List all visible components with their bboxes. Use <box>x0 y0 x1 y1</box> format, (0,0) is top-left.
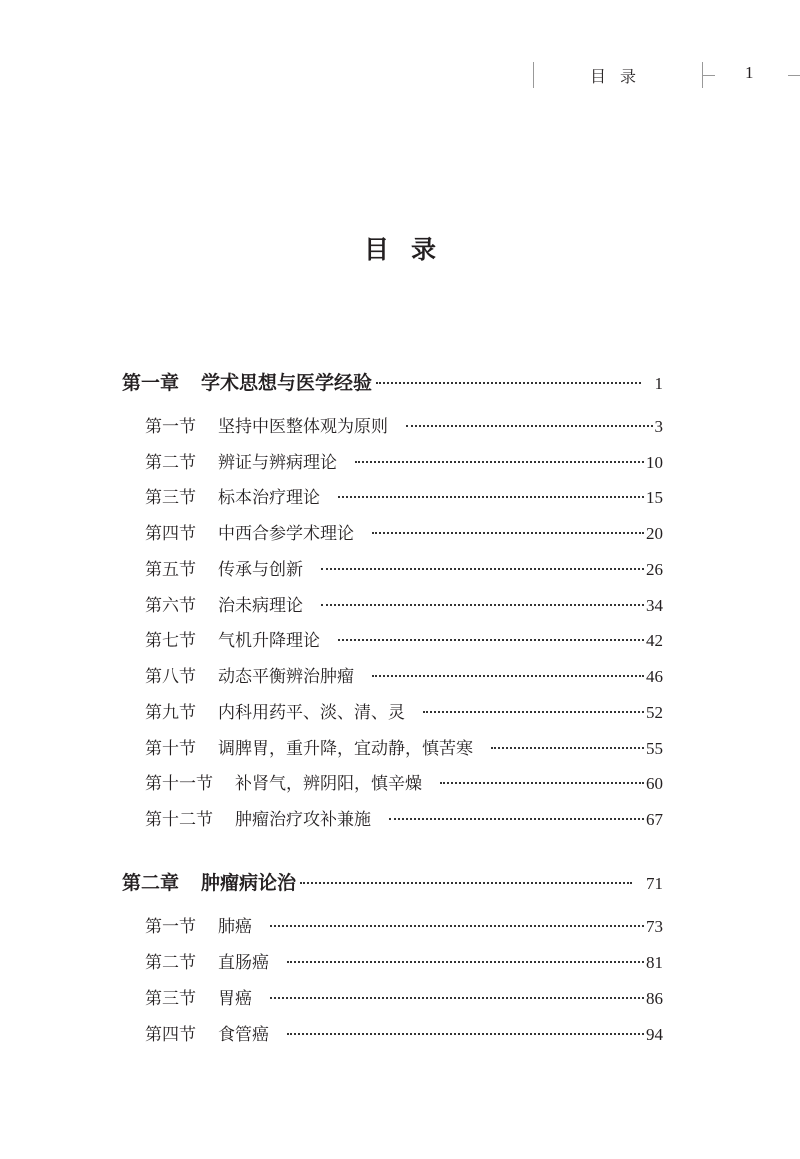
toc-section-entry[interactable] <box>145 448 663 473</box>
entry-title: 气机升降理论 <box>218 631 320 651</box>
entry-title: 传承与创新 <box>218 560 303 580</box>
dot-leader <box>321 568 644 570</box>
dot-leader <box>389 818 644 820</box>
toc-section-entry[interactable] <box>145 555 663 580</box>
entry-number: 第十一节 <box>145 774 213 794</box>
header-rule <box>702 75 715 76</box>
toc-chapter-entry[interactable] <box>122 368 663 395</box>
entry-title: 食管癌 <box>218 1025 269 1045</box>
entry-number: 第六节 <box>145 596 196 616</box>
dot-leader <box>338 496 644 498</box>
toc-section-entry[interactable] <box>145 412 663 437</box>
entry-title: 辨证与辨病理论 <box>218 453 337 473</box>
dot-leader <box>491 747 644 749</box>
entry-page: 60 <box>646 774 663 793</box>
toc-section-entry[interactable] <box>145 912 663 937</box>
dot-leader <box>321 604 644 606</box>
entry-page: 67 <box>646 810 663 829</box>
entry-page: 73 <box>646 917 663 936</box>
entry-page: 55 <box>646 739 663 758</box>
entry-title: 内科用药平、淡、清、灵 <box>218 703 405 723</box>
entry-title: 中西合参学术理论 <box>218 524 354 544</box>
dot-leader <box>440 782 644 784</box>
entry-number: 第五节 <box>145 560 196 580</box>
entry-page: 34 <box>646 596 663 615</box>
page-title: 目录 <box>363 235 458 264</box>
entry-number: 第二节 <box>145 453 196 473</box>
entry-number: 第四节 <box>145 1025 196 1045</box>
entry-page: 52 <box>646 703 663 722</box>
running-title: 目录 <box>590 67 651 86</box>
entry-title: 胃癌 <box>218 989 252 1009</box>
toc-section-entry[interactable] <box>145 519 663 544</box>
entry-page: 1 <box>654 374 663 393</box>
dot-leader <box>423 711 644 713</box>
dot-leader <box>406 425 653 427</box>
toc-chapter-entry[interactable] <box>122 868 663 895</box>
toc-section-entry[interactable] <box>145 769 663 794</box>
dot-leader <box>300 882 632 884</box>
dot-leader <box>338 639 644 641</box>
entry-title: 肿瘤治疗攻补兼施 <box>235 810 371 830</box>
toc-section-entry[interactable] <box>145 626 663 651</box>
entry-title: 动态平衡辨治肿瘤 <box>218 667 354 687</box>
entry-number: 第一节 <box>145 917 196 937</box>
entry-page: 10 <box>646 453 663 472</box>
entry-title: 肿瘤病论治 <box>201 872 297 894</box>
page-number: 1 <box>745 63 754 82</box>
entry-number: 第一章 <box>122 372 180 394</box>
entry-title: 坚持中医整体观为原则 <box>218 417 388 437</box>
entry-title: 补肾气，辨阴阳，慎辛燥 <box>235 774 422 794</box>
entry-number: 第七节 <box>145 631 196 651</box>
entry-number: 第四节 <box>145 524 196 544</box>
entry-title: 调脾胃，重升降，宜动静，慎苦寒 <box>218 739 473 759</box>
entry-number: 第十二节 <box>145 810 213 830</box>
toc-section-entry[interactable] <box>145 1020 663 1045</box>
dot-leader <box>355 461 644 463</box>
entry-number: 第三节 <box>145 488 196 508</box>
toc-section-entry[interactable] <box>145 698 663 723</box>
entry-title: 治未病理论 <box>218 596 303 616</box>
toc-section-entry[interactable] <box>145 662 663 687</box>
entry-page: 3 <box>654 417 663 436</box>
header-rule <box>788 75 800 76</box>
entry-page: 15 <box>646 488 663 507</box>
toc-section-entry[interactable] <box>145 948 663 973</box>
entry-title: 学术思想与医学经验 <box>201 372 373 394</box>
entry-number: 第一节 <box>145 417 196 437</box>
entry-page: 86 <box>646 989 663 1008</box>
entry-number: 第二节 <box>145 953 196 973</box>
entry-page: 20 <box>646 524 663 543</box>
toc-section-entry[interactable] <box>145 805 663 830</box>
dot-leader <box>270 997 644 999</box>
entry-page: 42 <box>646 631 663 650</box>
entry-number: 第九节 <box>145 703 196 723</box>
entry-page: 94 <box>646 1025 663 1044</box>
entry-number: 第十节 <box>145 739 196 759</box>
entry-title: 标本治疗理论 <box>218 488 320 508</box>
entry-page: 71 <box>646 874 663 893</box>
dot-leader <box>372 532 644 534</box>
header-divider <box>533 62 534 88</box>
dot-leader <box>270 925 644 927</box>
dot-leader <box>376 382 640 384</box>
entry-number: 第八节 <box>145 667 196 687</box>
toc-section-entry[interactable] <box>145 734 663 759</box>
entry-page: 46 <box>646 667 663 686</box>
entry-title: 直肠癌 <box>218 953 269 973</box>
toc-section-entry[interactable] <box>145 984 663 1009</box>
dot-leader <box>287 1033 644 1035</box>
entry-number: 第二章 <box>122 872 180 894</box>
toc-section-entry[interactable] <box>145 591 663 616</box>
dot-leader <box>287 961 644 963</box>
toc-section-entry[interactable] <box>145 483 663 508</box>
dot-leader <box>372 675 644 677</box>
entry-page: 81 <box>646 953 663 972</box>
entry-title: 肺癌 <box>218 917 252 937</box>
entry-page: 26 <box>646 560 663 579</box>
entry-number: 第三节 <box>145 989 196 1009</box>
